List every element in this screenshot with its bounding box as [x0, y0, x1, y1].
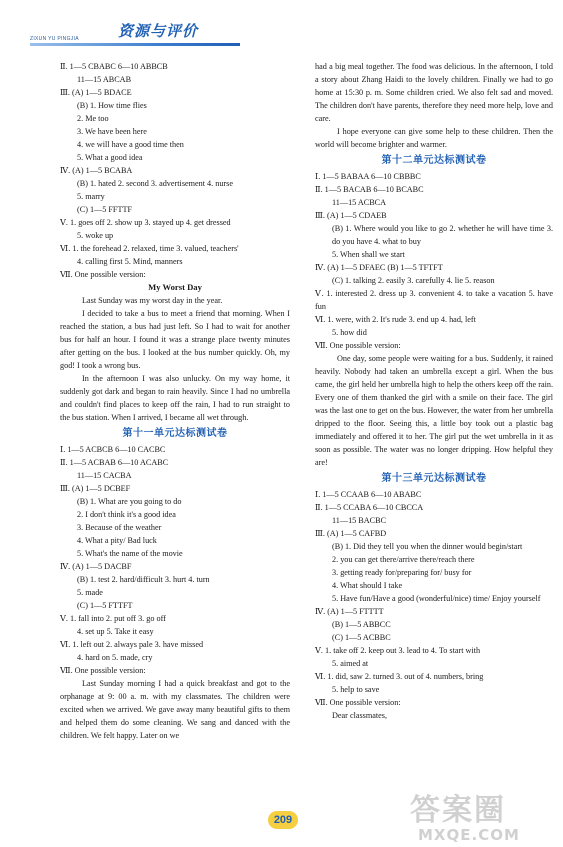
answer-line: 2. you can get there/arrive there/reach there [332, 555, 475, 564]
essay-title: My Worst Day [148, 282, 202, 292]
left-column [60, 60, 290, 742]
answer-line: Ⅱ. 1—5 CCABA 6—10 CBCCA [315, 503, 424, 512]
section-title: 第十三单元达标测试卷 [381, 473, 487, 484]
answer-line: Ⅶ. One possible version: [60, 666, 146, 675]
answer-line: (B) 1. How time flies [77, 101, 147, 110]
answer-line: 4. we will have a good time then [77, 140, 184, 149]
answer-line: 2. Me too [77, 114, 109, 123]
answer-line: Ⅴ. 1. interested 2. dress up 3. convenient 4. to take a vacation 5. have fun [315, 289, 553, 311]
answer-line: (C) 1—5 FFTTF [77, 205, 133, 214]
answer-line: 3. We have been here [77, 127, 147, 136]
answer-line: Ⅰ. 1—5 ACBCB 6—10 CACBC [60, 445, 166, 454]
answer-line: (B) 1. What are you going to do [77, 497, 182, 506]
essay-paragraph: I hope everyone can give some help to these children. Then the world will become brighter and warmer. [315, 127, 553, 149]
answer-line: (B) 1. Where would you like to go 2. whether he will have time 3. do you have 4. what to buy [332, 224, 553, 246]
answer-line: Ⅲ. (A) 1—5 BDACE [60, 88, 132, 97]
answer-line: Ⅳ. (A) 1—5 BCABA [60, 166, 133, 175]
answer-line: 5. marry [77, 192, 105, 201]
answer-line: Ⅳ. (A) 1—5 DFAEC (B) 1—5 TFTFT [315, 263, 443, 272]
answer-line: Ⅰ. 1—5 BABAA 6—10 CBBBC [315, 172, 421, 181]
answer-line: Ⅵ. 1. left out 2. always pale 3. have missed [60, 640, 204, 649]
answer-line: (B) 1. test 2. hard/difficult 3. hurt 4. turn [77, 575, 210, 584]
answer-line: 11—15 ACBCA [332, 198, 387, 207]
answer-line: (C) 1—5 FTTFT [77, 601, 133, 610]
answer-line: 5. help to save [332, 685, 380, 694]
answer-line: Ⅲ. (A) 1—5 DCBEF [60, 484, 131, 493]
answer-line: 5. aimed at [332, 659, 369, 668]
answer-line: Dear classmates, [332, 711, 388, 720]
answer-line: Ⅲ. (A) 1—5 CAFBD [315, 529, 387, 538]
answer-line: 4. set up 5. Take it easy [77, 627, 154, 636]
answer-line: (B) 1. Did they tell you when the dinner would begin/start [332, 542, 523, 551]
essay-paragraph: I decided to take a bus to meet a friend that morning. When I reached the station, a bus had just left. So I had to wait for another bus for half an hour. I found it was a strange place twenty minutes after getting on the bus. I looked at the bus number quickly. Oh, my god! I took a wrong bus. [60, 309, 290, 370]
section-title: 第十一单元达标测试卷 [122, 428, 228, 439]
answer-line: 11—15 CACBA [77, 471, 132, 480]
answer-line: 5. how did [332, 328, 367, 337]
answer-line: Ⅰ. 1—5 CCAAB 6—10 ABABC [315, 490, 422, 499]
essay-paragraph: In the afternoon I was also unlucky. On my way home, it suddenly got dark and began to rain heavily. Since I had no umbrella and couldn't find places to keep off the rain, I had to run straight to the bus station. When I arrived, I became all wet through. [60, 374, 290, 422]
essay-paragraph: Last Sunday morning I had a quick breakfast and got to the orphanage at 9: 00 a. m. with my classmates. The children were excited when we arrived. We gave away many beautiful gifts to them and helped them do some cleaning. We sang and danced with the children. We felt happy. Later on we [60, 679, 290, 740]
answer-line: Ⅶ. One possible version: [60, 270, 146, 279]
watermark-url: MXQE.COM [418, 826, 520, 844]
brand-title: 资源与评价 [118, 22, 199, 40]
essay-paragraph: Last Sunday was my worst day in the year. [82, 296, 223, 305]
answer-line: (C) 1. talking 2. easily 3. carefully 4. lie 5. reason [332, 276, 495, 285]
answer-line: Ⅴ. 1. fall into 2. put off 3. go off [60, 614, 166, 623]
answer-line: 4. hard on 5. made, cry [77, 653, 153, 662]
answer-line: 5. When shall we start [332, 250, 405, 259]
answer-line: 5. What's the name of the movie [77, 549, 183, 558]
brand-subtitle: ZIXUN YU PINGJIA [30, 36, 79, 42]
answer-line: Ⅶ. One possible version: [315, 698, 401, 707]
answer-line: (C) 1—5 ACBBC [332, 633, 391, 642]
answer-line: 5. Have fun/Have a good (wonderful/nice) time/ Enjoy yourself [332, 594, 541, 603]
essay-paragraph: One day, some people were waiting for a bus. Suddenly, it rained heavily. Nobody had taken an umbrella except a girl. When the bus came, the girl held her umbrella high to help the others keep off the rain. Every one of them thanked the girl with a smile on their face. The girl was the last one to get on the bus. However, the water from her umbrella dripped to the floor. Seeing this, a little boy took out a plastic bag immediately and offered it to her. The girl put the wet umbrella in it as soon as possible. The water was no longer dripping. How helpful they are! [315, 354, 553, 467]
answer-line: Ⅵ. 1. did, saw 2. turned 3. out of 4. numbers, bring [315, 672, 484, 681]
answer-line: 11—15 BACBC [332, 516, 387, 525]
answer-line: Ⅴ. 1. goes off 2. show up 3. stayed up 4. get dressed [60, 218, 231, 227]
answer-line: 11—15 ABCAB [77, 75, 132, 84]
answer-line: Ⅳ. (A) 1—5 FTTTT [315, 607, 384, 616]
answer-line: 5. woke up [77, 231, 114, 240]
answer-line: Ⅵ. 1. the forehead 2. relaxed, time 3. valued, teachers' [60, 244, 239, 253]
answer-line: 2. I don't think it's a good idea [77, 510, 176, 519]
answer-line: Ⅲ. (A) 1—5 CDAEB [315, 211, 387, 220]
answer-line: 4. What should I take [332, 581, 403, 590]
answer-line: Ⅳ. (A) 1—5 DACBF [60, 562, 132, 571]
answer-line: 3. getting ready for/preparing for/ busy for [332, 568, 472, 577]
section-title: 第十二单元达标测试卷 [381, 155, 487, 166]
watermark-logo [410, 795, 560, 845]
answer-line: (B) 1—5 ABBCC [332, 620, 391, 629]
answer-line: Ⅱ. 1—5 BACAB 6—10 BCABC [315, 185, 424, 194]
answer-line: Ⅱ. 1—5 ACBAB 6—10 ACABC [60, 458, 169, 467]
page-header [30, 18, 280, 52]
answer-line: (B) 1. hated 2. second 3. advertisement 4. nurse [77, 179, 233, 188]
header-bar [30, 43, 240, 46]
watermark-text: 答案圈 [410, 793, 506, 828]
answer-line: 5. What a good idea [77, 153, 143, 162]
answer-line: Ⅶ. One possible version: [315, 341, 401, 350]
answer-line: Ⅱ. 1—5 CBABC 6—10 ABBCB [60, 62, 168, 71]
answer-line: 4. What a pity/ Bad luck [77, 536, 157, 545]
answer-line: 4. calling first 5. Mind, manners [77, 257, 183, 266]
right-column [315, 60, 553, 722]
essay-paragraph: had a big meal together. The food was delicious. In the afternoon, I told a story about Zhang Haidi to the lovely children. Finally we had to go home at 15:30 p. m. Some children cried. We also felt sad and moved. The children don't have parents, therefore they need more help, love and care. [315, 62, 553, 123]
answer-line: Ⅴ. 1. take off 2. keep out 3. lead to 4. To start with [315, 646, 481, 655]
answer-line: 3. Because of the weather [77, 523, 162, 532]
answer-line: Ⅵ. 1. were, with 2. It's rude 3. end up 4. had, left [315, 315, 476, 324]
page-number: 209 [268, 811, 298, 829]
answer-line: 5. made [77, 588, 103, 597]
